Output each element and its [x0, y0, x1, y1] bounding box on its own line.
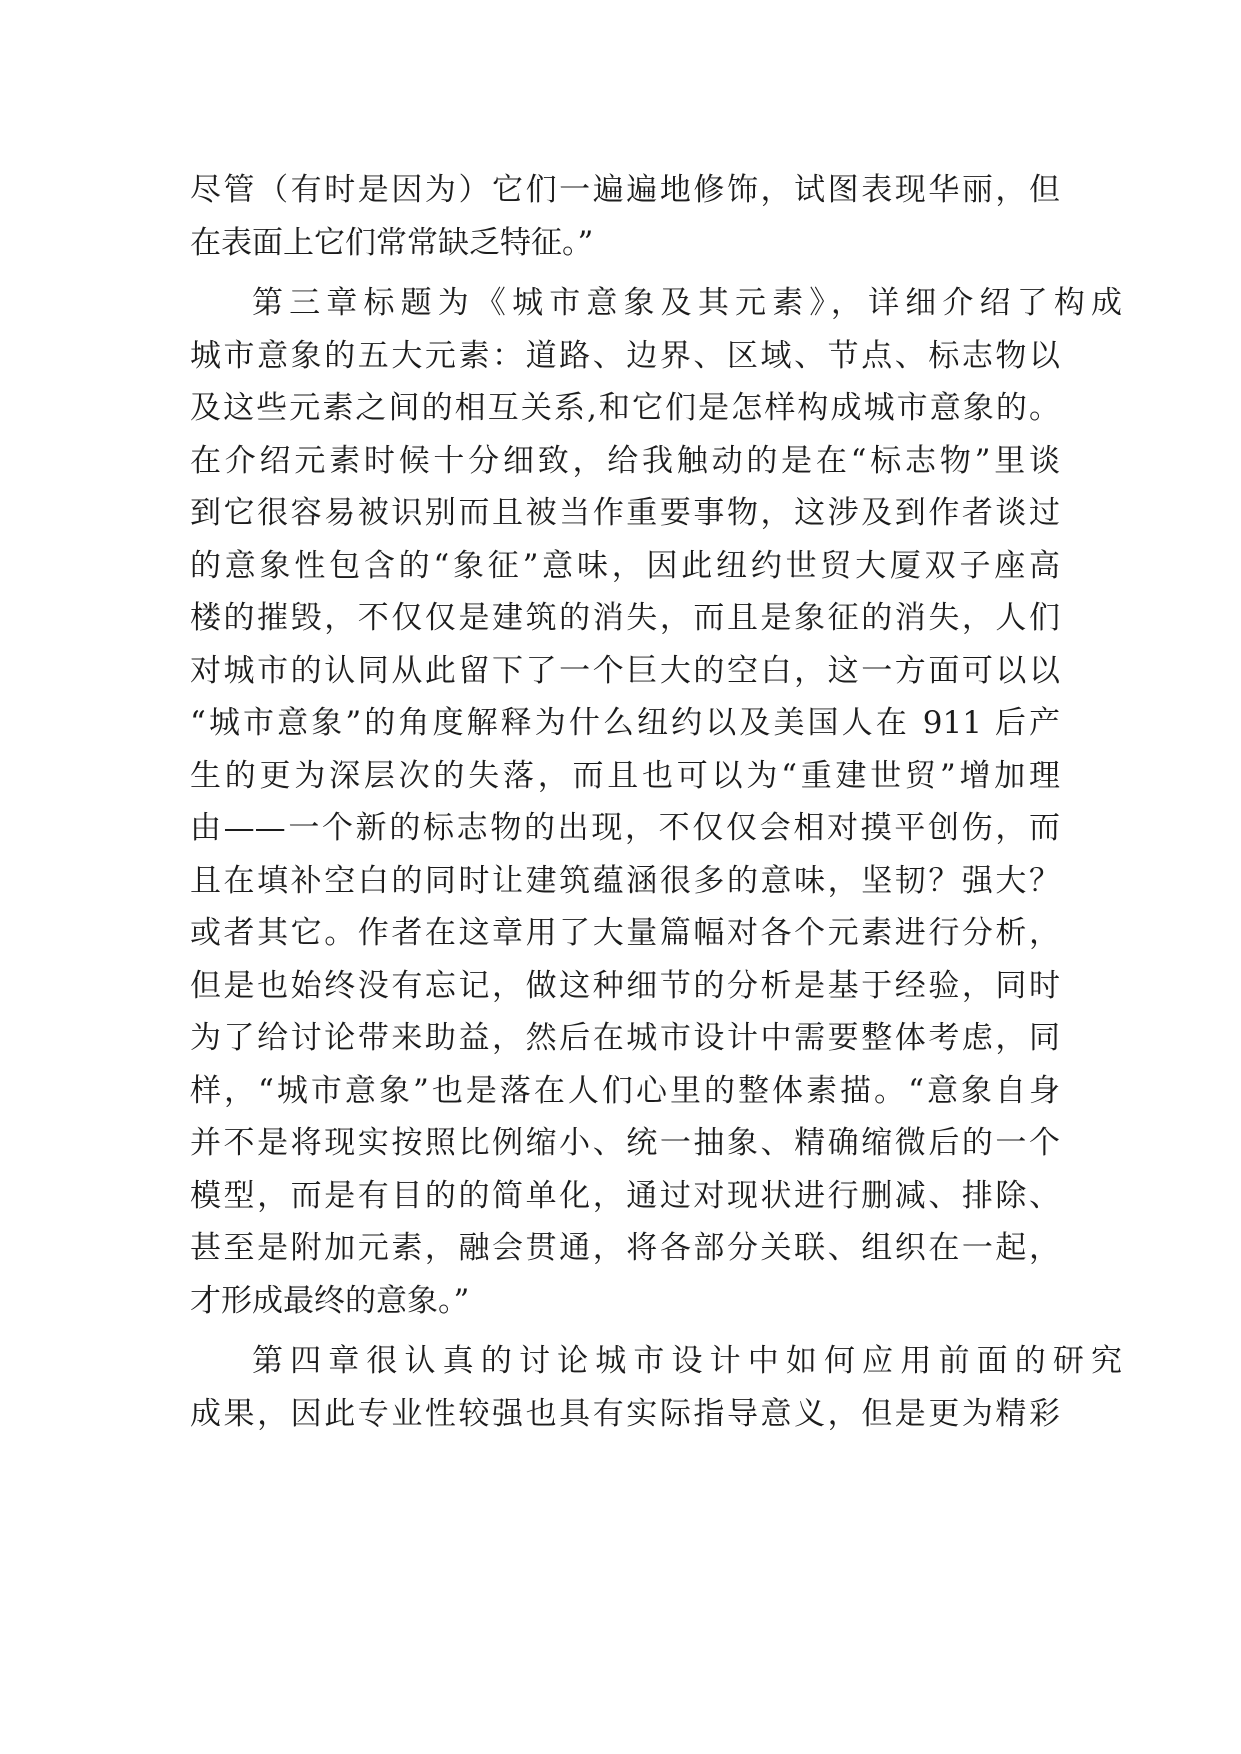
text-line: 生的更为深层次的失落，而且也可以为“重建世贸”增加理 — [190, 757, 1060, 794]
text-line: 由——一个新的标志物的出现，不仅仅会相对摸平创伤，而 — [190, 810, 1060, 846]
text-line: 在表面上它们常常缺乏特征。” — [190, 224, 594, 261]
text-line: 才形成最终的意象。” — [190, 1282, 470, 1319]
text-line: 且在填补空白的同时让建筑蕴涵很多的意味，坚韧？强大？ — [190, 862, 1060, 899]
text-line: 楼的摧毁，不仅仅是建筑的消失，而且是象征的消失，人们 — [190, 600, 1060, 636]
text-line: 及这些元素之间的相互关系,和它们是怎样构成城市意象的。 — [190, 390, 1060, 426]
paragraph-first-line: 第三章标题为《城市意象及其元素》，详细介绍了构成 — [252, 285, 1122, 321]
text-line: 但是也始终没有忘记，做这种细节的分析是基于经验，同时 — [190, 967, 1060, 1004]
text-line: 为了给讨论带来助益，然后在城市设计中需要整体考虑，同 — [190, 1020, 1060, 1056]
text-line: “城市意象”的角度解释为什么纽约以及美国人在 911 后产 — [190, 705, 1060, 741]
text-line: 城市意象的五大元素：道路、边界、区域、节点、标志物以 — [190, 337, 1060, 374]
text-line: 成果，因此专业性较强也具有实际指导意义，但是更为精彩 — [190, 1395, 1060, 1432]
text-line: 的意象性包含的“象征”意味，因此纽约世贸大厦双子座高 — [190, 547, 1060, 584]
text-line: 到它很容易被识别而且被当作重要事物，这涉及到作者谈过 — [190, 495, 1060, 531]
text-line: 样，“城市意象”也是落在人们心里的整体素描。“意象自身 — [190, 1072, 1060, 1109]
text-line: 并不是将现实按照比例缩小、统一抽象、精确缩微后的一个 — [190, 1125, 1060, 1161]
paragraph-first-line: 第四章很认真的讨论城市设计中如何应用前面的研究 — [252, 1343, 1122, 1379]
text-line: 尽管（有时是因为）它们一遍遍地修饰，试图表现华丽，但 — [190, 172, 1060, 208]
text-line: 甚至是附加元素，融会贯通，将各部分关联、组织在一起， — [190, 1230, 1060, 1266]
text-line: 模型，而是有目的的简单化，通过对现状进行删减、排除、 — [190, 1177, 1060, 1214]
text-line: 或者其它。作者在这章用了大量篇幅对各个元素进行分析， — [190, 915, 1060, 951]
text-line: 在介绍元素时候十分细致，给我触动的是在“标志物”里谈 — [190, 442, 1060, 479]
text-line: 对城市的认同从此留下了一个巨大的空白，这一方面可以以 — [190, 652, 1060, 689]
